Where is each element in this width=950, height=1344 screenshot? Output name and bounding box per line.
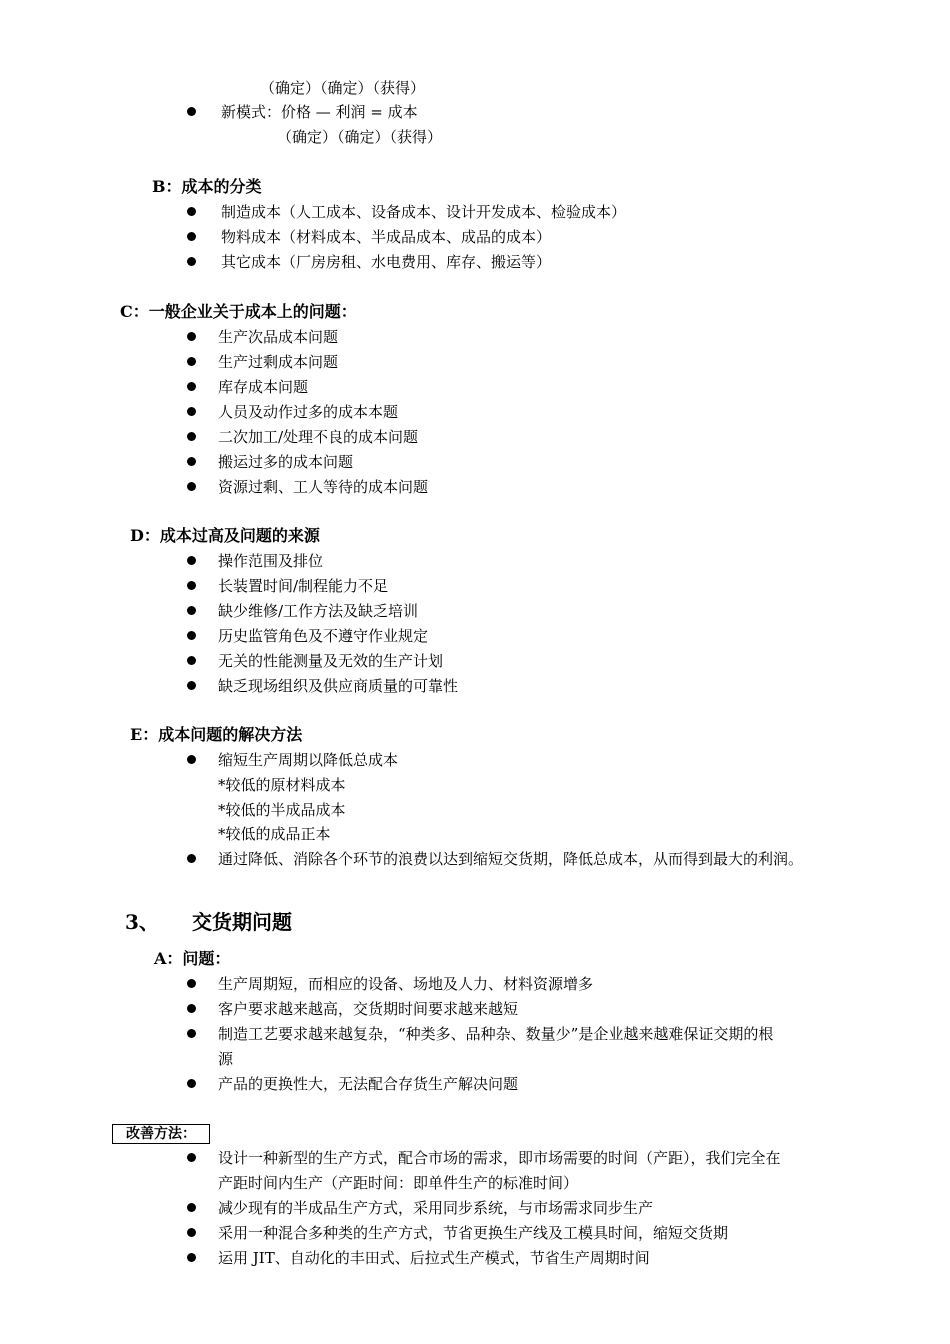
sub-item: *较低的成品正本 (218, 825, 331, 843)
bullet-dot (187, 382, 196, 391)
list-item: 制造工艺要求越来越复杂，“种类多、品种杂、数量少”是企业越来越难保证交期的根 (218, 1025, 774, 1043)
intro-bullet-text: 新模式：价格 — 利润 = 成本 (221, 103, 418, 121)
bullet-dot (187, 1029, 196, 1038)
section-b-heading: B：成本的分类 (152, 177, 262, 196)
list-item: 库存成本问题 (218, 378, 309, 396)
bullet-dot (187, 407, 196, 416)
list-item: 二次加工/处理不良的成本问题 (218, 428, 419, 446)
bullet-dot (187, 1253, 196, 1262)
sub-item: *较低的半成品成本 (218, 801, 346, 819)
list-item: 生产次品成本问题 (218, 328, 339, 346)
bullet-dot (187, 332, 196, 341)
section-e-heading: E：成本问题的解决方法 (130, 725, 303, 744)
intro-line-3: （确定）（确定）（获得） (277, 128, 443, 146)
sub-item: *较低的原材料成本 (218, 776, 346, 794)
list-item: 缺乏现场组织及供应商质量的可靠性 (218, 677, 459, 695)
list-item: 操作范围及排位 (218, 552, 324, 570)
section-3-title: 交货期问题 (192, 910, 292, 934)
bullet-dot (187, 457, 196, 466)
bullet-dot (187, 656, 196, 665)
list-item: 历史监管角色及不遵守作业规定 (218, 627, 429, 645)
bullet-dot (187, 432, 196, 441)
list-item: 制造成本（人工成本、设备成本、设计开发成本、检验成本） (221, 203, 627, 221)
bullet-dot (187, 1153, 196, 1162)
bullet-dot (187, 1203, 196, 1212)
list-item: 人员及动作过多的成本本题 (218, 403, 399, 421)
section-3-number: 3、 (125, 910, 159, 934)
bullet-dot (187, 606, 196, 615)
list-item: 长装置时间/制程能力不足 (218, 577, 389, 595)
section-3a-heading: A：问题： (154, 949, 231, 968)
bullet-dot (187, 556, 196, 565)
section-d-heading: D：成本过高及问题的来源 (130, 526, 320, 545)
bullet-dot (187, 1004, 196, 1013)
bullet-dot (187, 755, 196, 764)
list-item: 缺少维修/工作方法及缺乏培训 (218, 602, 419, 620)
bullet-dot (187, 482, 196, 491)
list-item: 搬运过多的成本问题 (218, 453, 354, 471)
list-item: 产品的更换性大，无法配合存货生产解决问题 (218, 1075, 519, 1093)
bullet-dot (187, 854, 196, 863)
list-item: 资源过剩、工人等待的成本问题 (218, 478, 429, 496)
list-item: 运用 JIT、自动化的丰田式、后拉式生产模式，节省生产周期时间 (218, 1249, 650, 1267)
bullet-dot (187, 581, 196, 590)
list-item-continuation: 源 (218, 1050, 234, 1068)
bullet-dot (187, 257, 196, 266)
list-item: 无关的性能测量及无效的生产计划 (218, 652, 444, 670)
bullet-dot (187, 631, 196, 640)
bullet-dot (187, 232, 196, 241)
improve-label-box: 改善方法： (112, 1124, 210, 1144)
list-item: 减少现有的半成品生产方式，采用同步系统，与市场需求同步生产 (218, 1199, 654, 1217)
list-item: 生产周期短，而相应的设备、场地及人力、材料资源增多 (218, 975, 594, 993)
list-item: 缩短生产周期以降低总成本 (218, 751, 399, 769)
list-item: 设计一种新型的生产方式，配合市场的需求，即市场需要的时间（产距），我们完全在 (218, 1149, 781, 1167)
section-c-heading: C：一般企业关于成本上的问题： (120, 302, 357, 321)
intro-line-1: （确定）（确定）（获得） (260, 79, 426, 97)
bullet-dot (187, 107, 196, 116)
bullet-dot (187, 1079, 196, 1088)
bullet-dot (187, 357, 196, 366)
bullet-dot (187, 681, 196, 690)
list-item: 物料成本（材料成本、半成品成本、成品的成本） (221, 228, 552, 246)
list-item: 客户要求越来越高，交货期时间要求越来越短 (218, 1000, 519, 1018)
list-item: 通过降低、消除各个环节的浪费以达到缩短交货期，降低总成本，从而得到最大的利润。 (218, 850, 804, 868)
bullet-dot (187, 207, 196, 216)
list-item: 其它成本（厂房房租、水电费用、库存、搬运等） (221, 253, 552, 271)
list-item-continuation: 产距时间内生产（产距时间：即单件生产的标准时间） (218, 1174, 579, 1192)
bullet-dot (187, 1228, 196, 1237)
list-item: 生产过剩成本问题 (218, 353, 339, 371)
bullet-dot (187, 979, 196, 988)
list-item: 采用一种混合多种类的生产方式，节省更换生产线及工模具时间，缩短交货期 (218, 1224, 729, 1242)
